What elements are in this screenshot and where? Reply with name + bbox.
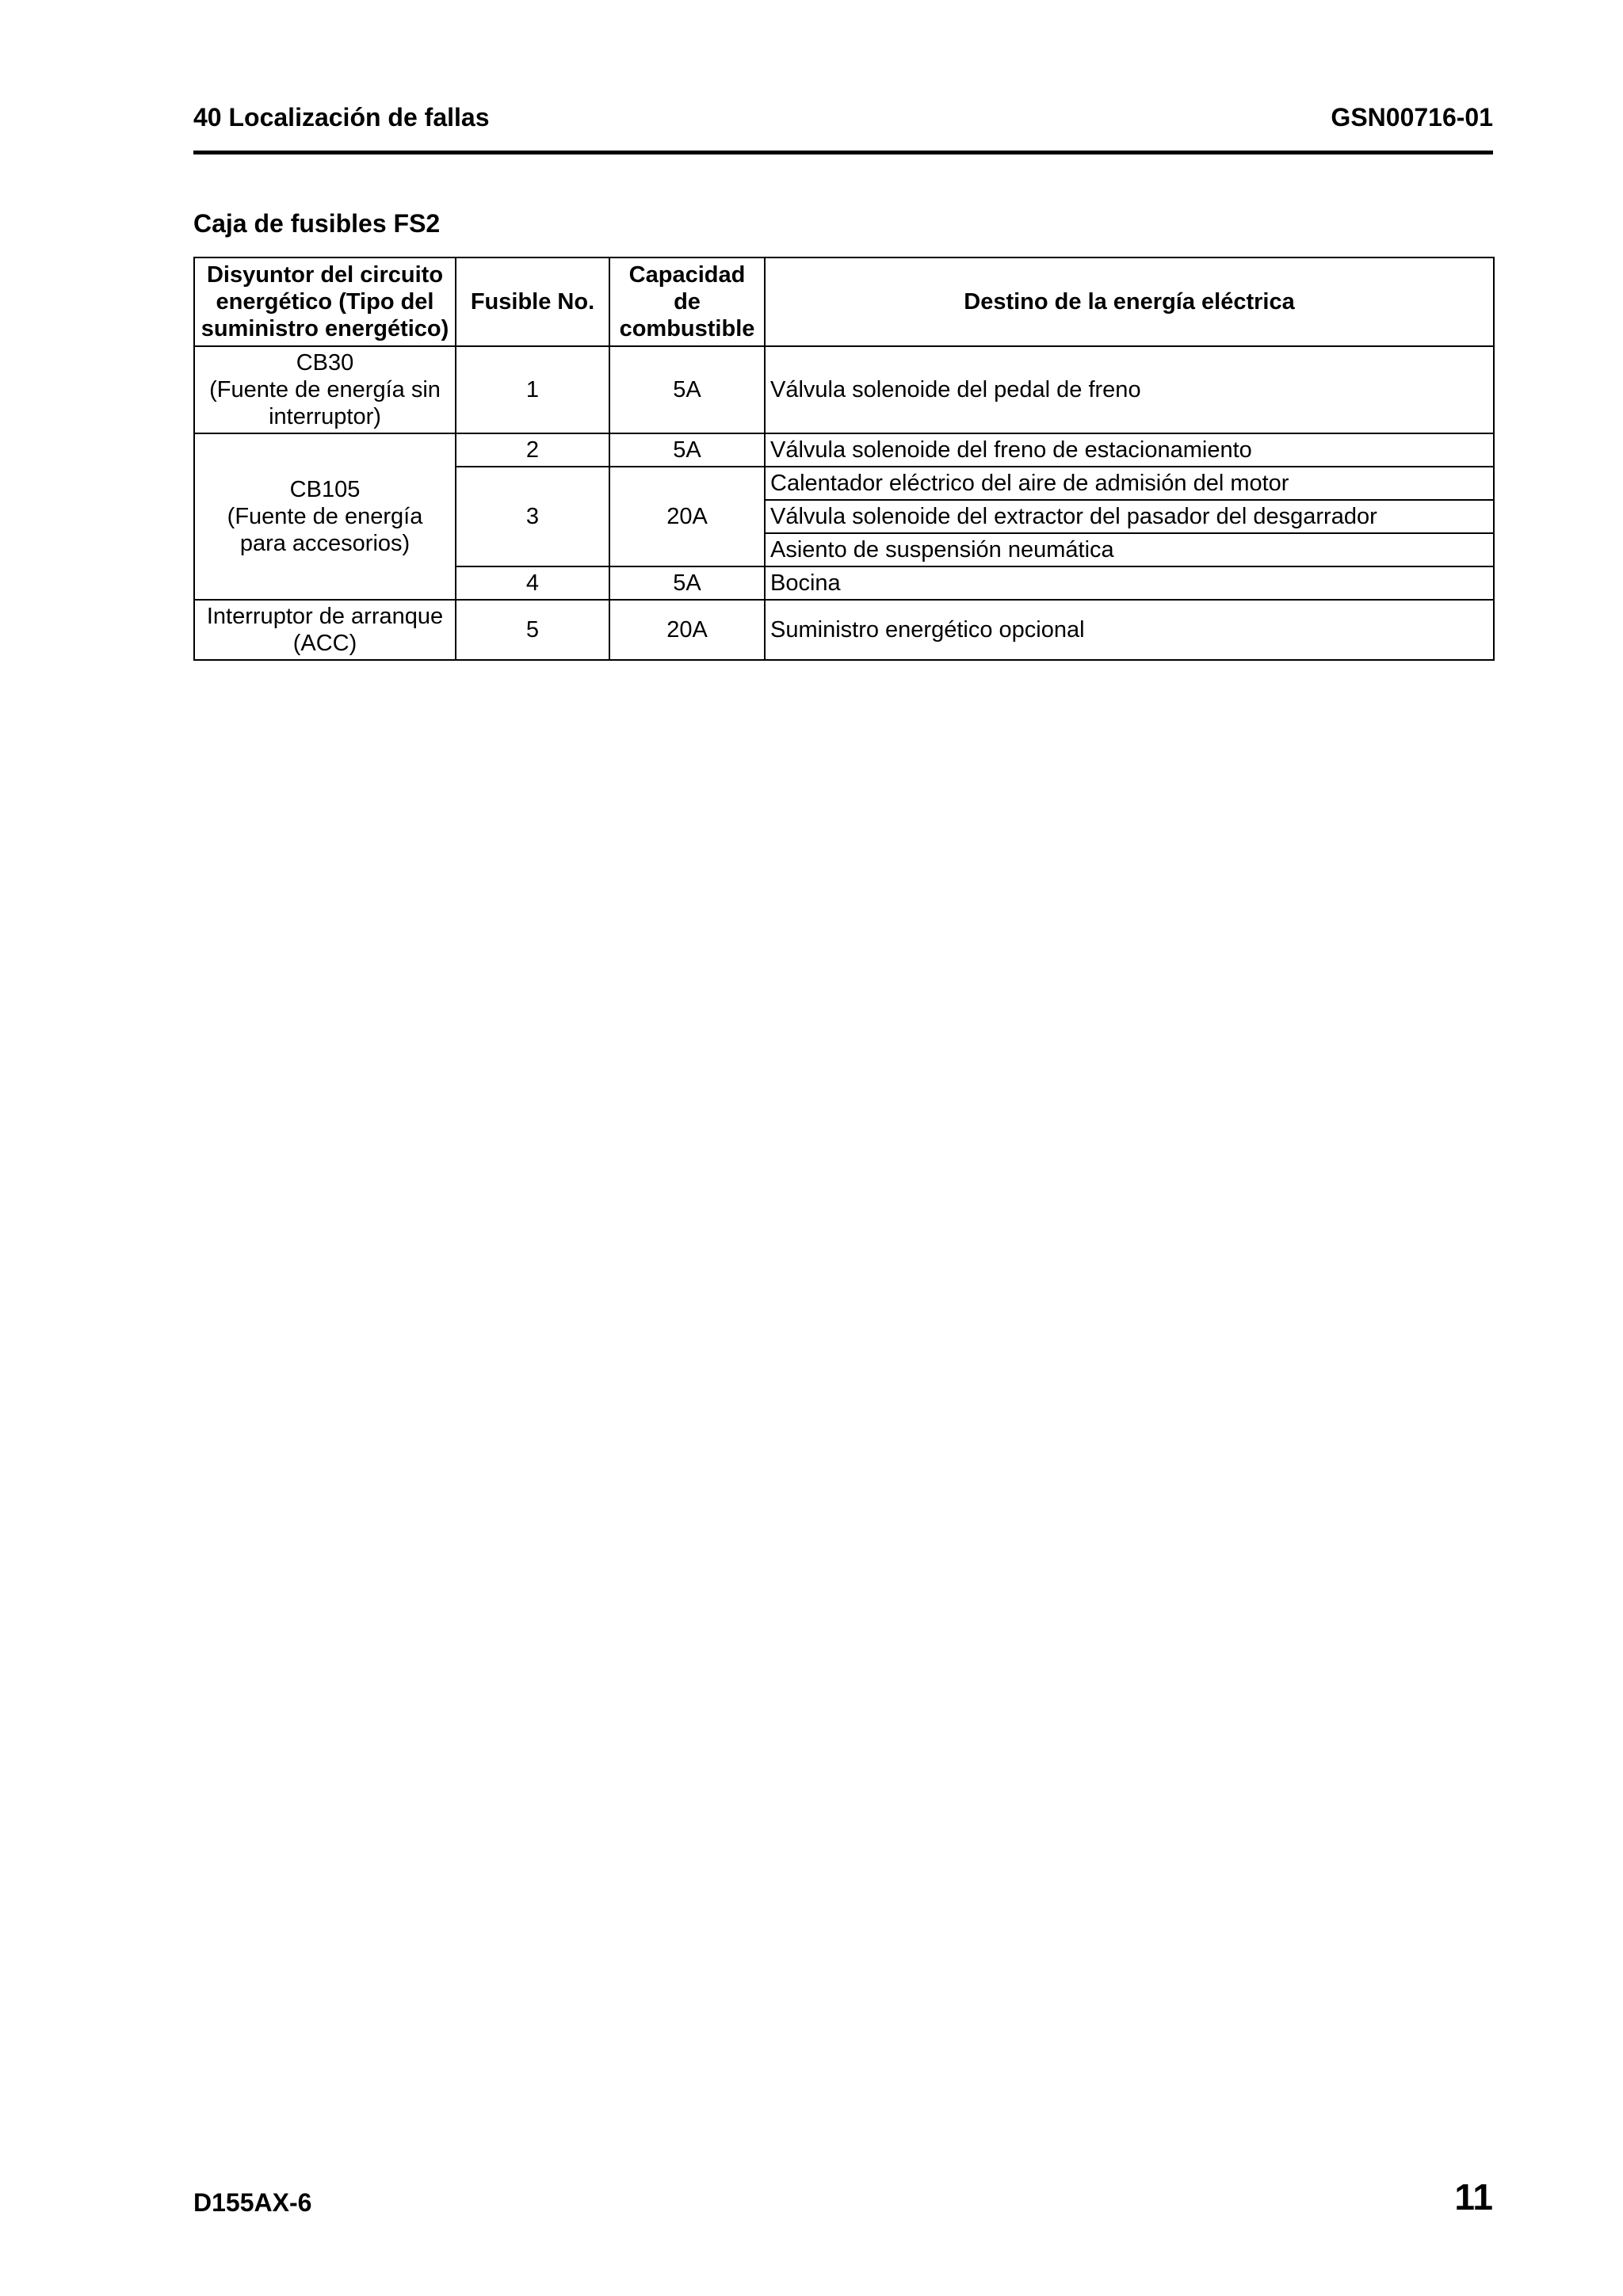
destination-cell: Calentador eléctrico del aire de admisión del motor [765,467,1494,500]
column-header-breaker [194,257,456,346]
destination-cell: Válvula solenoide del pedal de freno [765,346,1494,433]
breaker-cell [194,600,456,660]
table-row [194,346,1494,433]
column-header-capacity [609,257,765,346]
capacity-cell: 20A [609,600,765,660]
breaker-cell [194,346,456,433]
breaker-line: interruptor) [269,404,381,429]
destination-cell: Suministro energético opcional [765,600,1494,660]
header-line: combustible [619,316,755,341]
page-number: 11 [1454,2176,1493,2218]
destination-cell: Asiento de suspensión neumática [765,533,1494,566]
breaker-line: CB105 [289,477,361,502]
breaker-line: Interruptor de arranque [206,604,444,629]
section-title: Caja de fusibles FS2 [193,209,441,238]
fuse-number-cell: 2 [456,433,609,467]
destination-cell: Válvula solenoide del freno de estacionamiento [765,433,1494,467]
destination-cell: Válvula solenoide del extractor del pasador del desgarrador [765,500,1494,533]
table-header-row [194,257,1494,346]
header-line: energético (Tipo del [216,289,434,315]
document-code: GSN00716-01 [1331,102,1493,132]
capacity-cell: 5A [609,566,765,600]
fuse-number-cell: 3 [456,467,609,566]
header-line: Disyuntor del circuito [206,262,444,288]
fuse-number-cell: 5 [456,600,609,660]
breaker-line: (Fuente de energía sin [209,377,441,402]
breaker-line: CB30 [296,350,354,376]
column-header-fuse-no: Fusible No. [456,257,609,346]
header-line: Capacidad [628,262,746,288]
fuse-number-cell: 4 [456,566,609,600]
table-row [194,433,1494,467]
capacity-cell: 20A [609,467,765,566]
breaker-line: (ACC) [292,631,357,656]
header-line: suministro energético) [200,316,449,341]
fuse-table [193,257,1495,661]
breaker-cell [194,433,456,600]
column-header-destination: Destino de la energía eléctrica [765,257,1494,346]
header-line: de [674,289,701,315]
table-row [194,600,1494,660]
page-header [193,98,1493,136]
capacity-cell: 5A [609,433,765,467]
breaker-line: para accesorios) [239,531,411,556]
destination-cell: Bocina [765,566,1494,600]
breaker-line: (Fuente de energía [227,504,423,529]
capacity-cell: 5A [609,346,765,433]
fuse-number-cell: 1 [456,346,609,433]
header-rule [193,151,1493,154]
section-heading: 40 Localización de fallas [193,102,490,132]
model-code: D155AX-6 [193,2188,312,2217]
